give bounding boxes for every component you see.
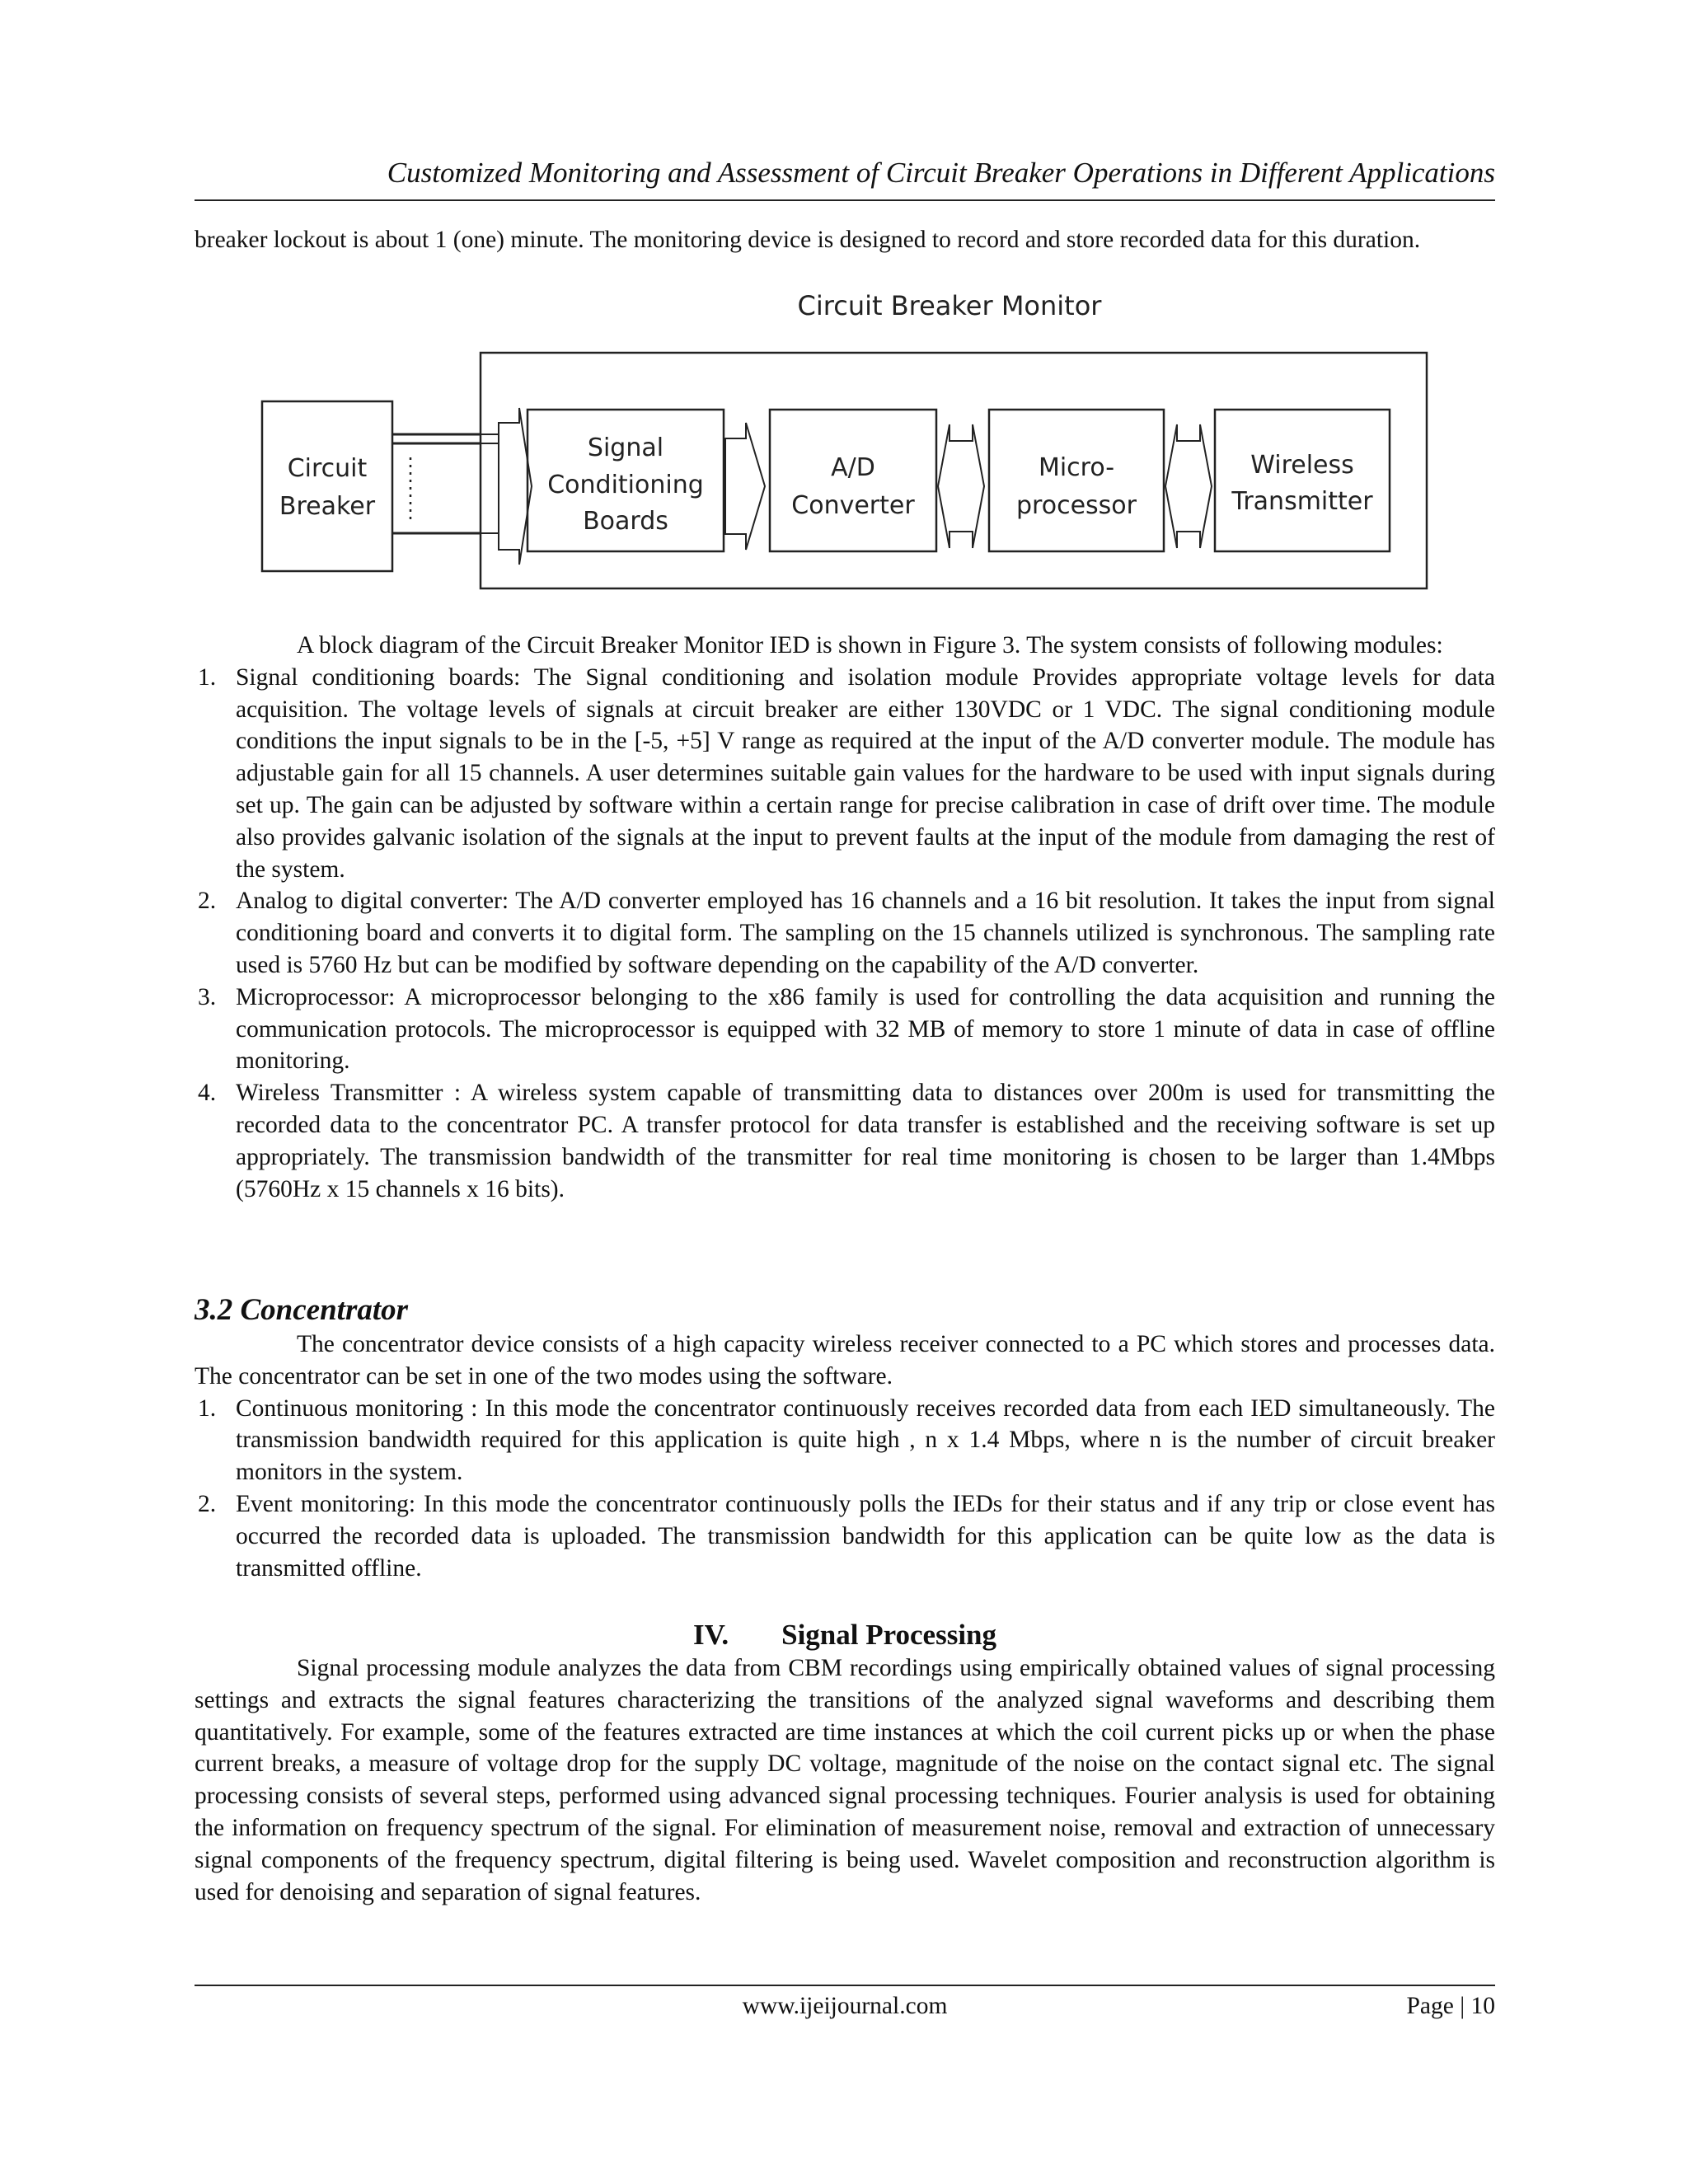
signal-label-3: Boards xyxy=(583,507,668,536)
intro-paragraph xyxy=(195,224,1495,256)
adc-micro-bidirectional-arrow-icon xyxy=(938,424,984,548)
circuit-breaker-block xyxy=(262,401,392,571)
modules-section xyxy=(195,630,1495,1205)
footer-url: www.ijeijournal.com xyxy=(742,1993,948,2019)
module-item-number: 3. xyxy=(198,983,217,1010)
micro-label-1: Micro- xyxy=(1038,453,1115,482)
section-heading-signal-processing xyxy=(195,1617,1495,1653)
modules-list xyxy=(195,662,1495,1206)
wireless-transmitter-block xyxy=(1215,410,1390,551)
modules-intro: A block diagram of the Circuit Breaker Monitor IED is shown in Figure 3. The system consists of following modules: xyxy=(297,632,1443,658)
microprocessor-block xyxy=(989,410,1164,551)
module-item xyxy=(195,982,1495,1077)
mode-item xyxy=(195,1393,1495,1488)
signal-to-adc-arrow-icon xyxy=(725,423,765,550)
concentrator-intro: The concentrator device consists of a high capacity wireless receiver connected to a PC which stores and processes data. The concentrator can be set in one of the two modes using the software. xyxy=(195,1331,1495,1390)
module-item xyxy=(195,885,1495,981)
circuit-breaker-label-2: Breaker xyxy=(279,492,376,521)
concentrator-section xyxy=(195,1329,1495,1584)
signal-label-1: Signal xyxy=(587,434,664,462)
wireless-label-2: Transmitter xyxy=(1231,487,1373,516)
running-header: Customized Monitoring and Assessment of Circuit Breaker Operations in Different Applications xyxy=(387,157,1495,189)
footer-rule xyxy=(195,1985,1495,1986)
signal-processing-section xyxy=(195,1652,1495,1908)
block-diagram-svg xyxy=(247,288,1451,602)
page-number: Page | 10 xyxy=(1406,1993,1495,2019)
module-item-number: 1. xyxy=(198,663,217,691)
figure-title: Circuit Breaker Monitor xyxy=(797,290,1102,321)
adc-label-2: Converter xyxy=(791,491,915,520)
section-number: IV. xyxy=(692,1619,729,1651)
intro-text: breaker lockout is about 1 (one) minute. The monitoring device is designed to record and store recorded data for this duration. xyxy=(195,227,1421,253)
mode-item-text: Event monitoring: In this mode the concentrator continuously polls the IEDs for their status and if any trip or close event has occurred the recorded data is uploaded. The transmission bandwidth for this application can be quite low as the data is transmitted offline. xyxy=(236,1490,1495,1582)
header-rule xyxy=(195,199,1495,201)
module-item-text: Signal conditioning boards: The Signal conditioning and isolation module Provides appropriate voltage levels for data acquisition. The voltage levels of signals at circuit breaker are either 130VDC or 1 VDC. The signal conditioning module conditions the input signals to be in the [-5, +5] V range as required at the input of the A/D converter module. The module has adjustable gain for all 15 channels. A user determines suitable gain values for the hardware to be used with input signals during set up. The gain can be adjusted by software within a certain range for precise calibration in case of drift over time. The module also provides galvanic isolation of the signals at the input to prevent faults at the input of the module from damaging the rest of the system. xyxy=(236,663,1495,883)
monitor-outline xyxy=(481,353,1427,588)
input-arrow-icon xyxy=(499,408,532,565)
micro-wireless-bidirectional-arrow-icon xyxy=(1165,424,1212,548)
mode-item xyxy=(195,1488,1495,1584)
module-item-text: Microprocessor: A microprocessor belonging to the x86 family is used for controlling the data acquisition and running the communication protocols. The microprocessor is equipped with 32 MB of memory to store 1 minute of data in case of offline monitoring. xyxy=(236,983,1495,1075)
concentrator-modes-list xyxy=(195,1393,1495,1585)
module-item xyxy=(195,1077,1495,1205)
module-item xyxy=(195,662,1495,886)
adc-label-1: A/D xyxy=(831,453,875,482)
mode-item-number: 1. xyxy=(198,1394,217,1422)
circuit-breaker-label-1: Circuit xyxy=(287,454,368,483)
section-title: Signal Processing xyxy=(781,1619,997,1651)
module-item-text: Wireless Transmitter : A wireless system capable of transmitting data to distances over 200m is used for transmitting the recorded data to the concentrator PC. A transfer protocol for data transfer is established and the receiving software is set up appropriately. The transmission bandwidth of the transmitter for real time monitoring is chosen to be larger than 1.4Mbps (5760Hz x 15 channels x 16 bits). xyxy=(236,1080,1495,1202)
section-heading-concentrator: 3.2 Concentrator xyxy=(195,1293,409,1327)
module-item-text: Analog to digital converter: The A/D converter employed has 16 channels and a 16 bit resolution. It takes the input from signal conditioning board and converts it to digital form. The sampling on the 15 channels utilized is synchronous. The sampling rate used is 5760 Hz but can be modified by software depending on the capability of the A/D converter. xyxy=(236,888,1495,978)
module-item-number: 4. xyxy=(198,1080,217,1107)
micro-label-2: processor xyxy=(1016,491,1137,520)
adc-block xyxy=(770,410,936,551)
module-item-number: 2. xyxy=(198,888,217,915)
mode-item-number: 2. xyxy=(198,1490,217,1517)
wireless-label-1: Wireless xyxy=(1250,451,1354,480)
breaker-connection-lines xyxy=(392,434,499,533)
mode-item-text: Continuous monitoring : In this mode the concentrator continuously receives recorded data from each IED simultaneously. The transmission bandwidth required for this application is quite high , n x 1.4 Mbps, where n is the number of circuit breaker monitors in the system. xyxy=(236,1394,1495,1486)
signal-processing-paragraph: Signal processing module analyzes the data from CBM recordings using empirically obtained values of signal processing settings and extracts the signal features characterizing the transitions of the analyzed signal waveforms and describing them quantitatively. For example, some of the features extracted are time instances at which the coil current picks up or when the phase current breaks, a measure of voltage drop for the supply DC voltage, magnitude of the noise on the contact signal etc. The signal processing consists of several steps, performed using advanced signal processing techniques. Fourier analysis is used for obtaining the information on frequency spectrum of the signal. For elimination of measurement noise, removal and extraction of unnecessary signal components of the frequency spectrum, digital filtering is being used. Wavelet composition and reconstruction algorithm is used for denoising and separation of signal features. xyxy=(195,1655,1495,1905)
signal-conditioning-block xyxy=(528,410,724,551)
signal-label-2: Conditioning xyxy=(547,471,704,499)
